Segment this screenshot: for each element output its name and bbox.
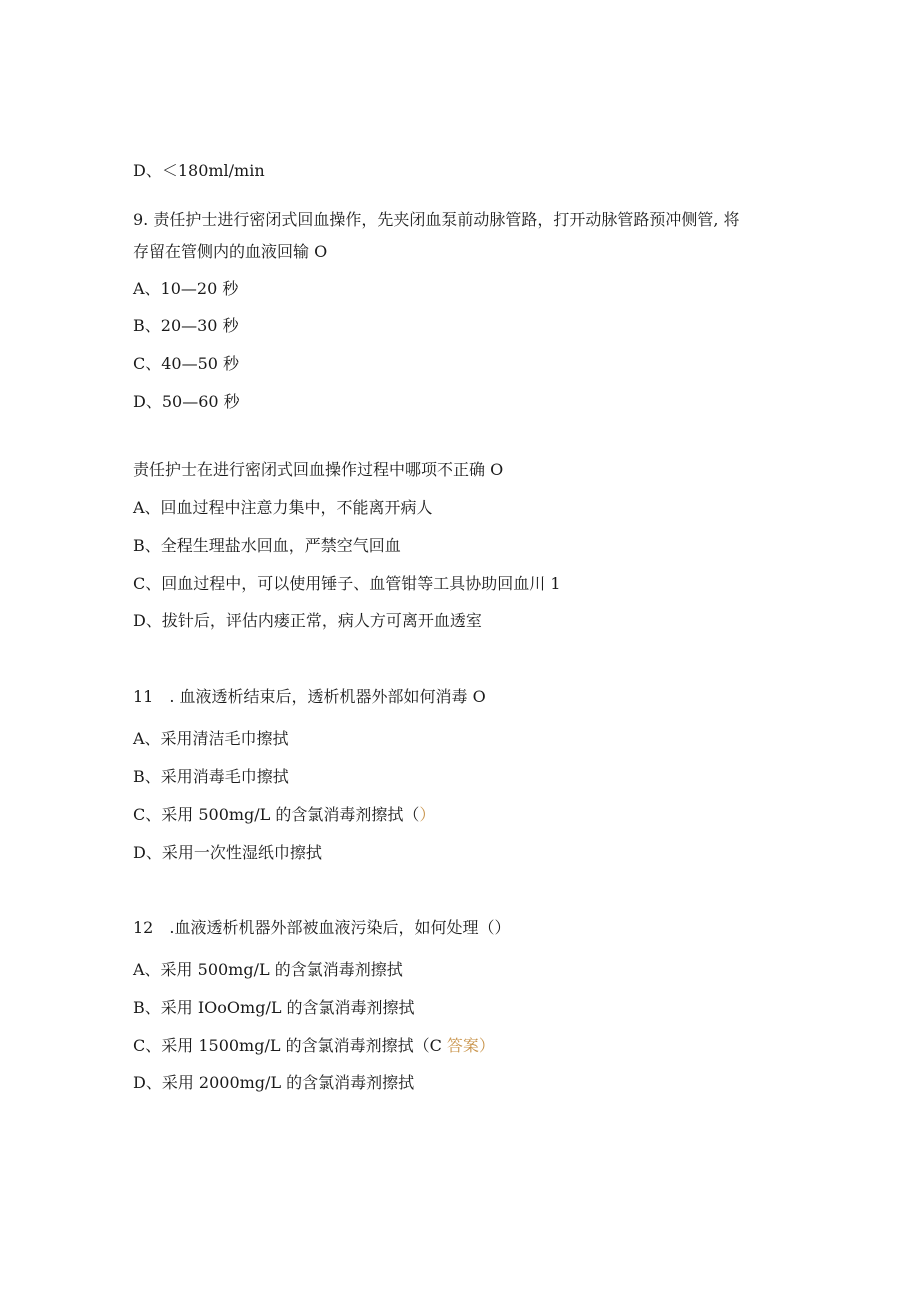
q11-option-b: B、采用消毒毛巾擦拭 bbox=[133, 767, 289, 786]
q11-option-c-answer-mark: ） bbox=[419, 805, 436, 824]
q9-stem-line-2: 存留在管侧内的血液回输 O bbox=[133, 242, 328, 261]
q12-stem: 12 .血液透析机器外部被血液污染后，如何处理（） bbox=[133, 918, 511, 937]
q12-option-b: B、采用 IOoOmg/L 的含氯消毒剂擦拭 bbox=[133, 998, 415, 1017]
q12-option-d: D、采用 2000mg∕L 的含氯消毒剂擦拭 bbox=[133, 1073, 415, 1092]
q10-option-c: C、回血过程中，可以使用锤子、血管钳等工具协助回血川 1 bbox=[133, 574, 561, 593]
q11-stem: 11 . 血液透析结束后，透析机器外部如何消毒 O bbox=[133, 687, 486, 706]
q11-option-a: A、采用清洁毛巾擦拭 bbox=[133, 729, 289, 748]
q11-option-c-text: C、采用 500mg∕L 的含氯消毒剂擦拭（ bbox=[133, 805, 420, 824]
q10-option-a: A、回血过程中注意力集中，不能离开病人 bbox=[133, 498, 433, 517]
q10-option-b: B、全程生理盐水回血，严禁空气回血 bbox=[133, 536, 401, 555]
q12-option-c bbox=[133, 1036, 495, 1056]
q9-option-c: C、40—50 秒 bbox=[133, 354, 240, 373]
q10-option-d: D、拔针后，评估内瘘正常，病人方可离开血透室 bbox=[133, 611, 482, 630]
q12-option-a: A、采用 500mg∕L 的含氯消毒剂擦拭 bbox=[133, 960, 403, 979]
q10-stem: 责任护士在进行密闭式回血操作过程中哪项不正确 O bbox=[133, 460, 504, 479]
q9-option-a: A、10—20 秒 bbox=[133, 279, 239, 298]
q9-option-d: D、50—60 秒 bbox=[133, 392, 240, 411]
q9-option-b: B、20—30 秒 bbox=[133, 316, 239, 335]
q11-option-d: D、采用一次性湿纸巾擦拭 bbox=[133, 843, 322, 862]
q8-option-d: D、＜180ml∕min bbox=[133, 161, 265, 180]
q9-stem-line-1: 9. 责任护士进行密闭式回血操作，先夹闭血泵前动脉管路，打开动脉管路预冲侧管, 将 bbox=[133, 210, 740, 229]
q12-option-c-answer-mark: 答案） bbox=[446, 1036, 495, 1055]
q12-option-c-text: C、采用 1500mg∕L 的含氯消毒剂擦拭（C bbox=[133, 1036, 447, 1055]
q11-option-c bbox=[133, 805, 435, 825]
